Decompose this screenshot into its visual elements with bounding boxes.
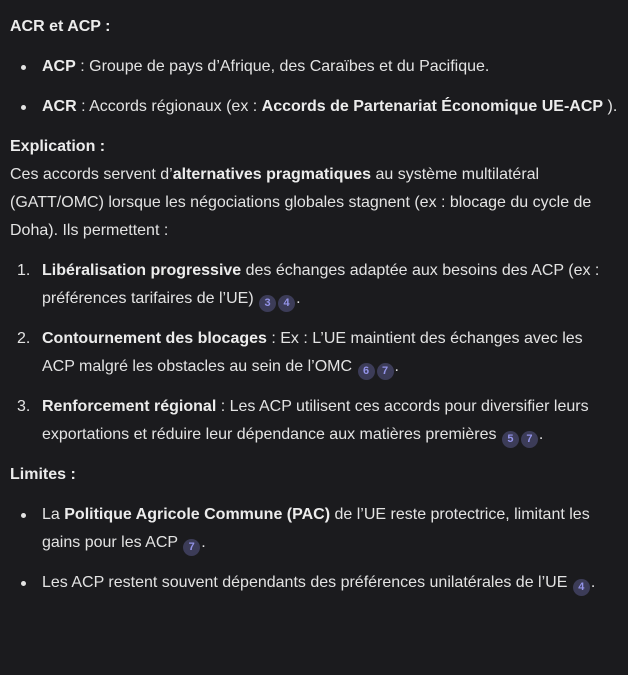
list-item bbox=[42, 501, 618, 557]
list-item bbox=[42, 257, 618, 313]
bullet-list bbox=[10, 501, 618, 597]
citation-badge[interactable]: 4 bbox=[278, 295, 295, 312]
bold-text: Contournement des blocages bbox=[42, 330, 267, 347]
body-text: La bbox=[42, 506, 65, 523]
body-text: . bbox=[538, 426, 544, 443]
body-text: des échanges adaptée aux besoins des ACP (ex : préférences tarifaires de l’UE) bbox=[42, 262, 600, 307]
citation-badge[interactable]: 6 bbox=[358, 363, 375, 380]
body-text: ). bbox=[603, 98, 618, 115]
bold-text: Accords de Partenariat Économique UE-ACP bbox=[261, 98, 604, 115]
paragraph bbox=[10, 461, 618, 489]
body-text: Ces accords servent d’ bbox=[10, 166, 173, 183]
bold-text: alternatives pragmatiques bbox=[172, 166, 372, 183]
body-text: : Accords régionaux (ex : bbox=[76, 98, 262, 115]
body-text: au système multilatéral (GATT/OMC) lorsque les négociations globales stagnent (ex : blocage du cycle de Doha). Ils permettent : bbox=[10, 166, 592, 239]
citation-badge[interactable]: 7 bbox=[377, 363, 394, 380]
list-item bbox=[42, 93, 618, 121]
bold-text: Politique Agricole Commune (PAC) bbox=[64, 506, 331, 523]
citation-badge[interactable]: 5 bbox=[502, 431, 519, 448]
body-text: . bbox=[296, 290, 301, 307]
list-item bbox=[42, 53, 618, 81]
body-text: : Les ACP utilisent ces accords pour diversifier leurs exportations et réduire leur dépendance aux matières premières bbox=[42, 398, 589, 443]
citation-badge[interactable]: 3 bbox=[259, 295, 276, 312]
numbered-list bbox=[10, 257, 618, 449]
body-text: : Groupe de pays d’Afrique, des Caraïbes et du Pacifique. bbox=[75, 58, 490, 75]
bold-text: Renforcement régional bbox=[42, 398, 217, 415]
bold-text: Explication : bbox=[10, 138, 106, 155]
list-item bbox=[42, 325, 618, 381]
body-text: . bbox=[590, 574, 596, 591]
bold-text: ACP bbox=[42, 58, 76, 75]
citation-badge[interactable]: 7 bbox=[183, 539, 200, 556]
paragraph bbox=[10, 13, 618, 41]
paragraph bbox=[10, 133, 618, 245]
body-text: Les ACP restent souvent dépendants des préférences unilatérales de l’UE bbox=[42, 574, 572, 591]
bullet-list bbox=[10, 53, 618, 121]
bold-text: Limites : bbox=[10, 466, 76, 483]
bold-text: ACR bbox=[42, 98, 77, 115]
bold-text: ACR et ACP : bbox=[10, 18, 111, 35]
body-text: de l’UE reste protectrice, limitant les gains pour les ACP bbox=[42, 506, 590, 551]
citation-badge[interactable]: 4 bbox=[573, 579, 590, 596]
citation-badge[interactable]: 7 bbox=[521, 431, 538, 448]
list-item bbox=[42, 393, 618, 449]
body-text: : Ex : L’UE maintient des échanges avec les ACP malgré les obstacles au sein de l’OMC bbox=[42, 330, 583, 375]
body-text: . bbox=[201, 534, 206, 551]
list-item bbox=[42, 569, 618, 597]
bold-text: Libéralisation progressive bbox=[42, 262, 242, 279]
body-text: . bbox=[394, 358, 399, 375]
